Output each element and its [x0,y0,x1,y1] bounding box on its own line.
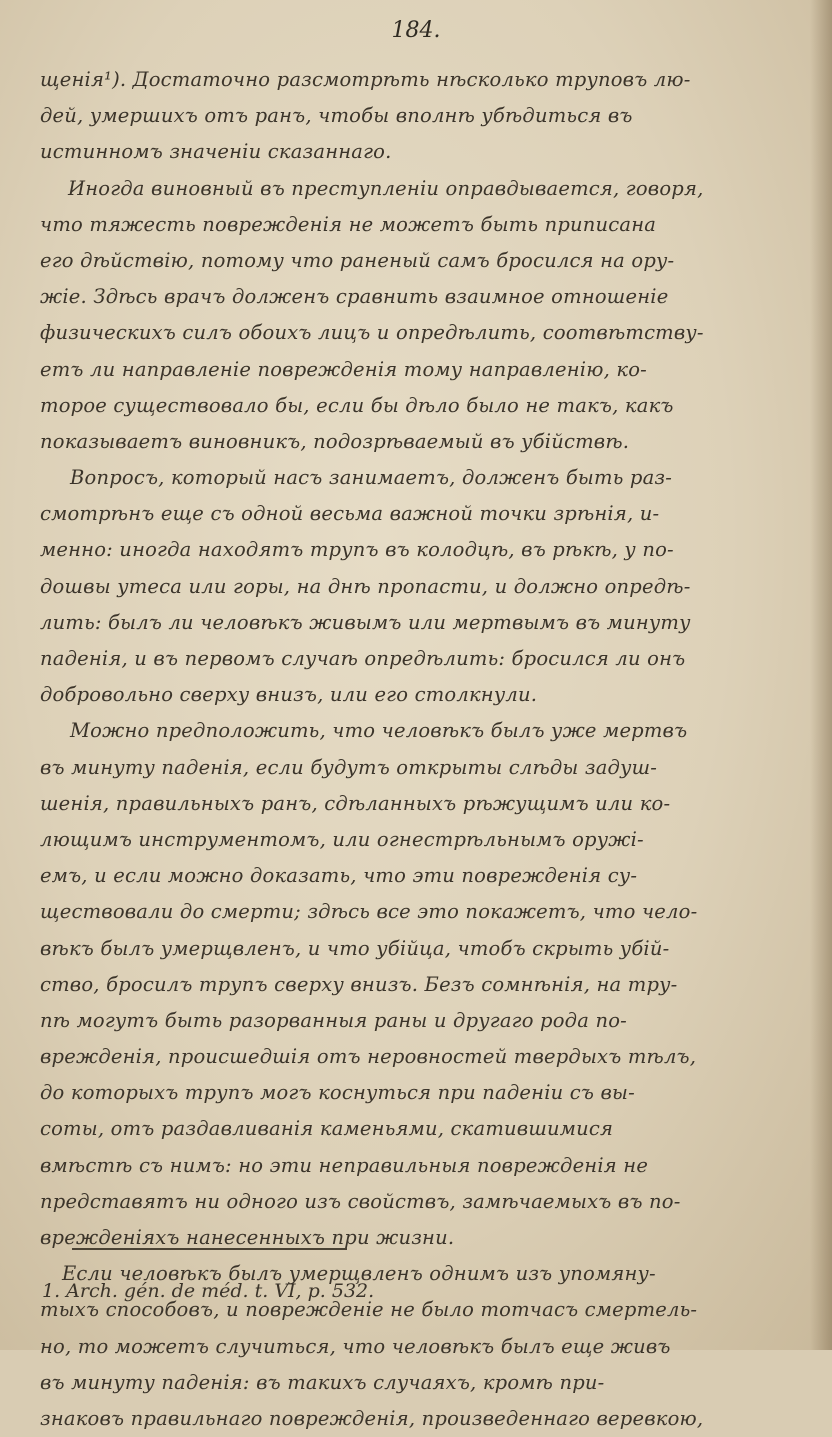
text-line: до которыхъ трупъ могъ коснуться при паденіи съ вы- [40,1081,635,1105]
text-line: етъ ли направленіе поврежденія тому направленію, ко- [40,357,647,381]
text-line: емъ, и если можно доказать, что эти поврежденія су- [40,864,638,888]
text-line: соты, отъ раздавливанія каменьями, скатившимися [40,1117,614,1141]
text-line: жіе. Здѣсь врачъ долженъ сравнить взаимное отношеніе [40,285,669,309]
text-line: ществовали до смерти; здѣсь все это покажетъ, что чело- [40,900,698,924]
footnote-divider [72,1248,347,1250]
text-line: лющимъ инструментомъ, или огнестрѣльнымъ оружі- [40,827,644,851]
text-line: пѣ могутъ быть разорванныя раны и другаго рода по- [40,1008,627,1032]
page-edge-shadow [810,0,832,1350]
text-line: Если человѣкъ былъ умерщвленъ однимъ изъ упомяну- [62,1262,656,1286]
text-line: вѣкъ былъ умерщвленъ, и что убійца, чтобъ скрыть убій- [40,936,670,960]
text-line: тыхъ способовъ, и поврежденіе не было тотчасъ смертель- [40,1298,698,1322]
text-line: истинномъ значеніи сказаннаго. [40,140,392,164]
text-line: дошвы утеса или горы, на днѣ пропасти, и должно опредѣ- [40,574,691,598]
text-line: менно: иногда находятъ трупъ въ колодцѣ, въ рѣкѣ, у по- [40,538,674,562]
text-line: щенія¹). Достаточно разсмотрѣть нѣсколько труповъ лю- [40,68,691,91]
footnote: 1. Arch. gén. de méd. t. VI, p. 532. [42,1280,375,1302]
text-line: Иногда виновный въ преступленіи оправдывается, говоря, [68,176,704,200]
text-line: представятъ ни одного изъ свойствъ, замѣчаемыхъ въ по- [40,1189,681,1213]
text-line: показываетъ виновникъ, подозрѣваемый въ убійствѣ. [40,429,630,453]
text-line: въ минуту паденія: въ такихъ случаяхъ, кромѣ при- [40,1370,605,1394]
text-line: лить: былъ ли человѣкъ живымъ или мертвымъ въ минуту [40,610,691,634]
text-line: физическихъ силъ обоихъ лицъ и опредѣлить, соотвѣтству- [40,321,704,345]
text-line: шенія, правильныхъ ранъ, сдѣланныхъ рѣжущимъ или ко- [40,791,671,815]
text-line: Можно предположить, что человѣкъ былъ уже мертвъ [70,719,688,743]
text-line: врежденіяхъ нанесенныхъ при жизни. [40,1226,455,1249]
text-line: добровольно сверху внизъ, или его столкнули. [40,683,538,707]
text-line: дей, умершихъ отъ ранъ, чтобы вполнѣ убѣдиться въ [40,104,633,128]
text-line: но, то можетъ случиться, что человѣкъ былъ еще живъ [40,1334,671,1358]
text-line: ство, бросилъ трупъ сверху внизъ. Безъ сомнѣнія, на тру- [40,972,678,996]
text-line: торое существовало бы, если бы дѣло было не такъ, какъ [40,393,674,417]
text-line: его дѣйствію, потому что раненый самъ бросился на ору- [40,248,675,272]
text-line: вмѣстѣ съ нимъ: но эти неправильныя поврежденія не [40,1153,649,1177]
text-line: смотрѣнъ еще съ одной весьма важной точки зрѣнія, и- [40,502,660,526]
handwritten-body-text [40,62,800,1437]
text-line: паденія, и въ первомъ случаѣ опредѣлить: бросился ли онъ [40,647,686,670]
page-number: 184. [391,18,441,43]
text-line: въ минуту паденія, если будутъ открыты слѣды задуш- [40,755,658,779]
text-line: Вопросъ, который насъ занимаетъ, долженъ быть раз- [70,466,673,490]
text-line: врежденія, происшедшія отъ неровностей твердыхъ тѣлъ, [40,1045,697,1069]
text-line: что тяжесть поврежденія не можетъ быть приписана [40,212,657,236]
text-line: знаковъ правильнаго поврежденія, произведеннаго веревкою, [40,1406,704,1430]
